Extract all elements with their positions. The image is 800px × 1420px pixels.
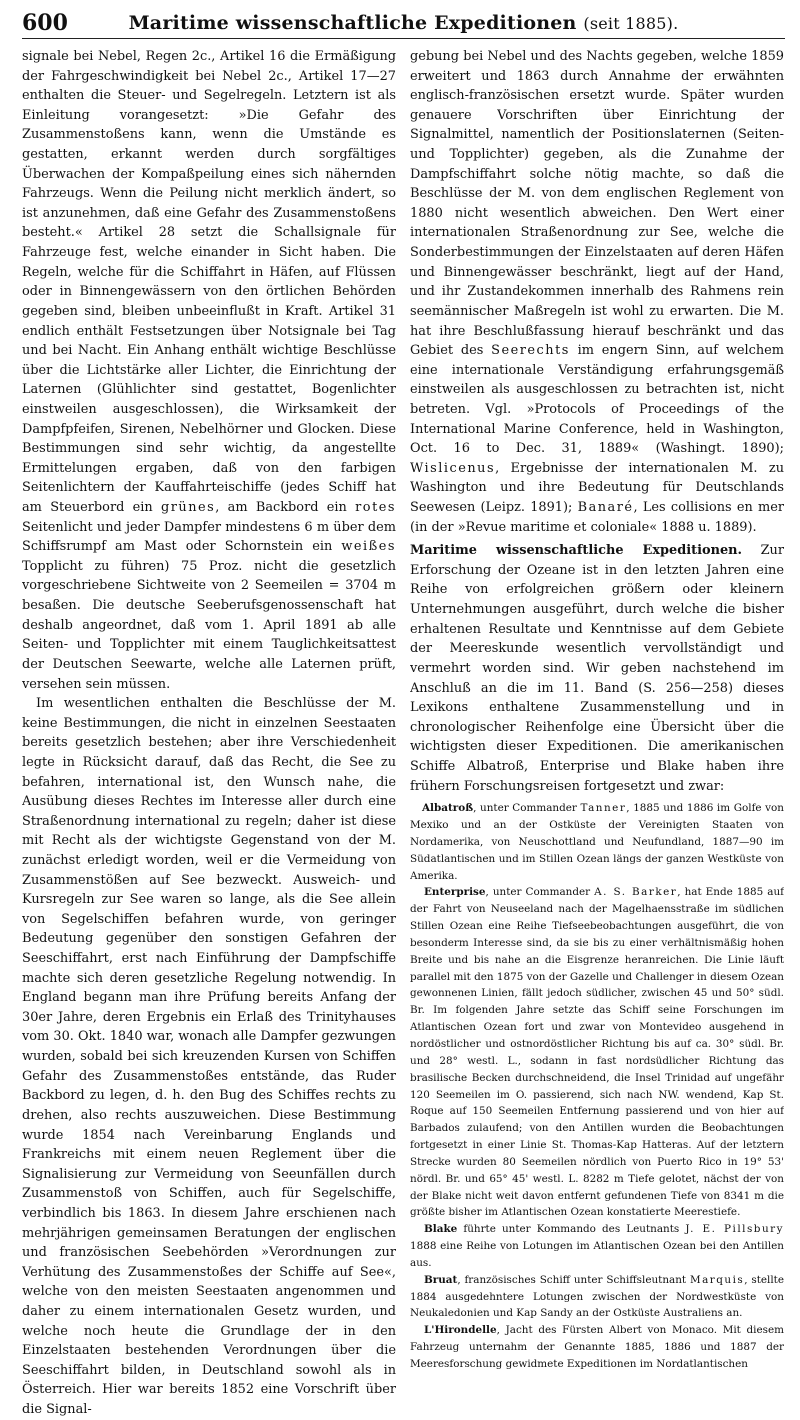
ship-name: Bruat <box>424 1273 458 1286</box>
page-number: 600 <box>22 10 68 36</box>
text-run: , unter Commander <box>473 802 577 815</box>
text-run: führte unter Kommando des Leutnants <box>463 1223 680 1236</box>
person-name: A. S. Barker <box>594 886 678 899</box>
text-run: Topplicht zu führen) 75 Proz. nicht die gesetzlich vorgeschriebene Sichtweite von 2 Seemeilen = 3704 m besaßen. Die deutsche Seeberufsgenossenschaft hat deshalb angeordnet, daß vom 1. April 1891 ab alle Seiten- und Topplichter mit einem Tauglichkeitsattest der Deutschen Seewarte, welche alle Laternen prüft, versehen sein müssen. <box>22 558 396 692</box>
text-run: im engern Sinn, auf welchem eine internationale Verständigung erfahrungsgemäß einstweilen als ausgeschlossen zu betrachten ist, nicht betreten. Vgl. »Protocols of Proceedings of the International Marine Conference, held in Washington, Oct. 16 to Dec. 31, 1889« (Washingt. 1890); <box>410 343 784 457</box>
text-run: Seitenlicht und jeder Dampfer mindestens 6 m über dem Schiffsrumpf am Mast oder Schornstein ein <box>22 519 396 555</box>
expedition-entry <box>410 1221 784 1272</box>
text-run: , hat Ende 1885 auf der Fahrt von Neuseeland nach der Magelhaensstraße im südlichen Stillen Ozean eine Reihe Tiefseebeobachtungen ausgeführt, die von besonderm Interesse sind, da sie bis zu einer verhältnismäßig hohen Breite und bis nahe an die Eisgrenze heranreichen. Die Linie läuft parallel mit den 1875 von der Gazelle und Challenger in diesem Ozean gewonnenen Linien, fällt jedoch südlicher, zwischen 45 und 50° südl. Br. Im folgenden Jahre setzte das Schiff seine Forschungen im Atlantischen Ozean fort und zwar von Montevideo ausgehend in nordöstlicher und ostnordöstlicher Richtung bis auf ca. 30° südl. Br. und 28° westl. L., sodann in fast nordsüdlicher Richtung das brasilische Becken durchschneidend, die Insel Trinidad auf ungefähr 120 Seemeilen im O. passierend, sich nach NW. wendend, Kap St. Roque auf 150 Seemeilen Entfernung passierend und von hier auf Barbados zulaufend; von den Antillen wurden die Beobachtungen fortgesetzt in einer Linie St. Thomas-Kap Hatteras. Auf der letztern Strecke wurden 80 Seemeilen nördlich von Puerto Rico in 19° 53' nördl. Br. und 65° 45' westl. L. 8282 m Tiefe gelotet, nächst der von der Blake nicht weit davon entfernt gefundenen Tiefe von 8341 m die größte bisher im Atlantischen Ozean konstatierte Meerestiefe. <box>410 886 784 1219</box>
text-run: Zur Erforschung der Ozeane ist in den letzten Jahren eine Reihe von erfolgreichen größern oder kleinern Unternehmungen ausgeführt, durch welche die bisher erhaltenen Resultate und Kenntnisse auf dem Gebiete der Meereskunde wesentlich vervollständigt und vermehrt worden sind. Wir geben nachstehend im Anschluß an die im 11. Band (S. 256—258) dieses Lexikons enthaltene Zusammenstellung und in chronologischer Reihenfolge eine Übersicht über die wichtigsten dieser Expeditionen. Die amerikanischen Schiffe Albatroß, Enterprise und Blake haben ihre frühern Forschungsreisen fortgesetzt und zwar: <box>410 543 784 794</box>
author-name: Banaré <box>577 500 634 516</box>
text-run: , am Backbord ein <box>215 500 347 516</box>
person-name: J. E. Pillsbury <box>685 1223 784 1236</box>
text-run: , 1885 und 1886 im Golfe von Mexiko und an der Ostküste der Vereinigten Staaten von Nordamerika, von Neuschottland und Neufundland, 1887—90 im Südatlantischen und im Stillen Ozean längs der ganzen Westküste von Amerika. <box>410 802 784 882</box>
text-run: signale bei Nebel, Regen 2c., Artikel 16 die Ermäßigung der Fahrgeschwindigkeit bei Nebel 2c., Artikel 17—27 enthalten die Steuer- und Segelregeln. Letztern ist als Einleitung vorangesetzt: »Die Gefahr des Zusammenstoßens kann, wenn die Umstände es gestatten, erkannt werden durch sorgfältiges Überwachen der Kompaßpeilung eines sich nähernden Fahrzeugs. Wenn die Peilung nicht merklich ändert, so ist anzunehmen, daß eine Gefahr des Zusammenstoßens besteht.« Artikel 28 setzt die Schallsignale für Fahrzeuge fest, welche einander in Sicht haben. Die Regeln, welche für die Schiffahrt in Häfen, auf Flüssen oder in Binnengewässern von den örtlichen Behörden gegeben sind, bleiben unbeeinflußt in Kraft. Artikel 31 endlich enthält Festsetzungen über Notsignale bei Tag und bei Nacht. Ein Anhang enthält wichtige Beschlüsse über die Lichtstärke aller Lichter, die Einrichtung der Laternen (Glühlichter sind gestattet, Bogenlichter einstweilen ausgeschlossen), die Wirksamkeit der Dampfpfeifen, Sirenen, Nebelhörner und Glocken. Diese Bestimmungen sind sehr wichtig, da angestellte Ermittelungen ergaben, daß von den farbigen Seitenlichtern der Kauffahrteischiffe (jedes Schiff hat am Steuerbord ein <box>22 49 396 516</box>
paragraph: Im wesentlichen enthalten die Beschlüsse der M. keine Bestimmungen, die nicht in einzelnen Seestaaten bereits gesetzlich bestehen; aber ihre Verschiedenheit legte in Rücksicht darauf, daß das Recht, die See zu befahren, international ist, den Wunsch nahe, die Ausübung dieses Rechtes im Interesse aller durch eine Straßenordnung international zu regeln; daher ist diese mit Recht als der wichtigste Gegenstand von der M. zunächst erledigt worden, weil er die Vermeidung von Zusammenstößen auf See bezweckt. Ausweich- und Kursregeln zur See waren so lange, als die See allein von Segelschiffen befahren wurde, von geringer Bedeutung gegenüber den sonstigen Gefahren der Seeschiffahrt, erst nach Einführung der Dampfschiffe machte sich deren gesetzliche Regelung notwendig. In England begann man ihre Prüfung bereits Anfang der 30er Jahre, deren Ergebnis ein Erlaß des Trinityhauses vom 30. Okt. 1840 war, wonach alle Dampfer gezwungen wurden, sobald bei sich kreuzenden Kursen von Schiffen Gefahr des Zusammenstoßes entstände, das Ruder Backbord zu legen, d. h. den Bug des Schiffes rechts zu drehen, also rechts auszuweichen. Diese Bestimmung wurde 1854 nach Vereinbarung Englands und Frankreichs mit einem neuen Reglement über die Signalisierung zur Vermeidung von Seeunfällen durch Zusammenstoß von Schiffen, auch für Segelschiffe, verbindlich bis 1863. In diesem Jahre erschienen nach mehrjährigen gemeinsamen Beratungen der englischen und französischen Seebehörden »Verordnungen zur Verhütung des Zusammenstoßes der Schiffe auf See«, welche von den meisten Seestaaten angenommen und daher zu einem internationalen Gesetz wurden, und welche noch heute die Grundlage der in den Einzelstaaten bestehenden Verordnungen über die Seeschiffahrt bilden, in Deutschland sowohl als in Österreich. Hier war bereits 1852 eine Vorschrift über die Signal- <box>22 696 396 1418</box>
text-run: , Ergebnisse der internationalen M. zu Washington und ihre Bedeutung für Deutschlands Seewesen (Leipz. 1891); <box>410 460 784 516</box>
ship-name: Blake <box>424 1223 458 1236</box>
paragraph <box>22 47 396 694</box>
text-run: , Les collisions en mer (in der »Revue maritime et coloniale« 1888 u. 1889). <box>410 500 784 535</box>
expedition-entry <box>410 1322 784 1373</box>
text-columns <box>22 47 785 1420</box>
text-run: , stellte 1884 ausgedehntere Lotungen zwischen der Nordwestküste von Neukaledonien und Kap Sandy an der Ostküste Australiens an. <box>410 1273 784 1320</box>
text-run: , französisches Schiff unter Schiffsleutnant <box>457 1273 687 1286</box>
author-name: Wislicenus <box>410 460 496 476</box>
running-title-text: Maritime wissenschaftliche Expeditionen <box>128 12 577 34</box>
running-title <box>22 12 785 34</box>
paragraph <box>410 47 784 537</box>
text-run: , unter Commander <box>485 886 591 899</box>
ship-name: Albatroß <box>422 802 474 815</box>
person-name: Marquis <box>689 1273 745 1286</box>
emphasis-seerecht: Seerechts <box>491 343 570 359</box>
person-name: Tanner <box>580 802 627 815</box>
ship-name: Enterprise <box>424 886 486 899</box>
text-run: 1888 eine Reihe von Lotungen im Atlantischen Ozean bei den Antillen aus. <box>410 1240 784 1269</box>
emphasis-white: weißes <box>341 539 396 555</box>
section-paragraph <box>410 541 784 796</box>
ship-name: L'Hirondelle <box>424 1324 497 1337</box>
expedition-entry <box>410 1272 784 1323</box>
page-header <box>22 8 785 39</box>
running-title-date: (seit 1885). <box>583 14 679 33</box>
text-run: gebung bei Nebel und des Nachts gegeben, welche 1859 erweitert und 1863 durch Annahme der erwähnten englisch-französischen ersetzt wurde. Später wurden genauere Vorschriften über Einrichtung der Signalmittel, namentlich der Positionslaternen (Seiten- und Topplichter) gegeben, als die Zunahme der Dampfschiffahrt solche nötig machte, so daß die Beschlüsse der M. von dem englischen Reglement von 1880 nicht wesentlich abweichen. Den Wert einer internationalen Straßenordnung zur See, welche die Sonderbestimmungen der Einzelstaaten auf deren Häfen und Binnengewässer beschränkt, liegt auf der Hand, und ihr Zustandekommen innerhalb des Rahmens rein seemännischer Maßregeln ist wohl zu erwarten. Die M. hat ihre Beschlußfassung hierauf beschränkt und das Gebiet des <box>410 49 784 359</box>
expedition-entry <box>410 884 784 1221</box>
emphasis-red: rotes <box>355 500 396 516</box>
left-column <box>22 47 396 1420</box>
text-run: , Jacht des Fürsten Albert von Monaco. Mit diesem Fahrzeug unternahm der Genannte 1885, 1886 und 1887 der Meeresforschung gewidmete Expeditionen im Nordatlantischen <box>410 1324 784 1370</box>
section-heading: Maritime wissenschaftliche Expeditionen. <box>410 543 743 559</box>
right-column <box>410 47 784 1420</box>
emphasis-green: grünes <box>161 500 216 516</box>
expedition-entry <box>410 800 784 884</box>
